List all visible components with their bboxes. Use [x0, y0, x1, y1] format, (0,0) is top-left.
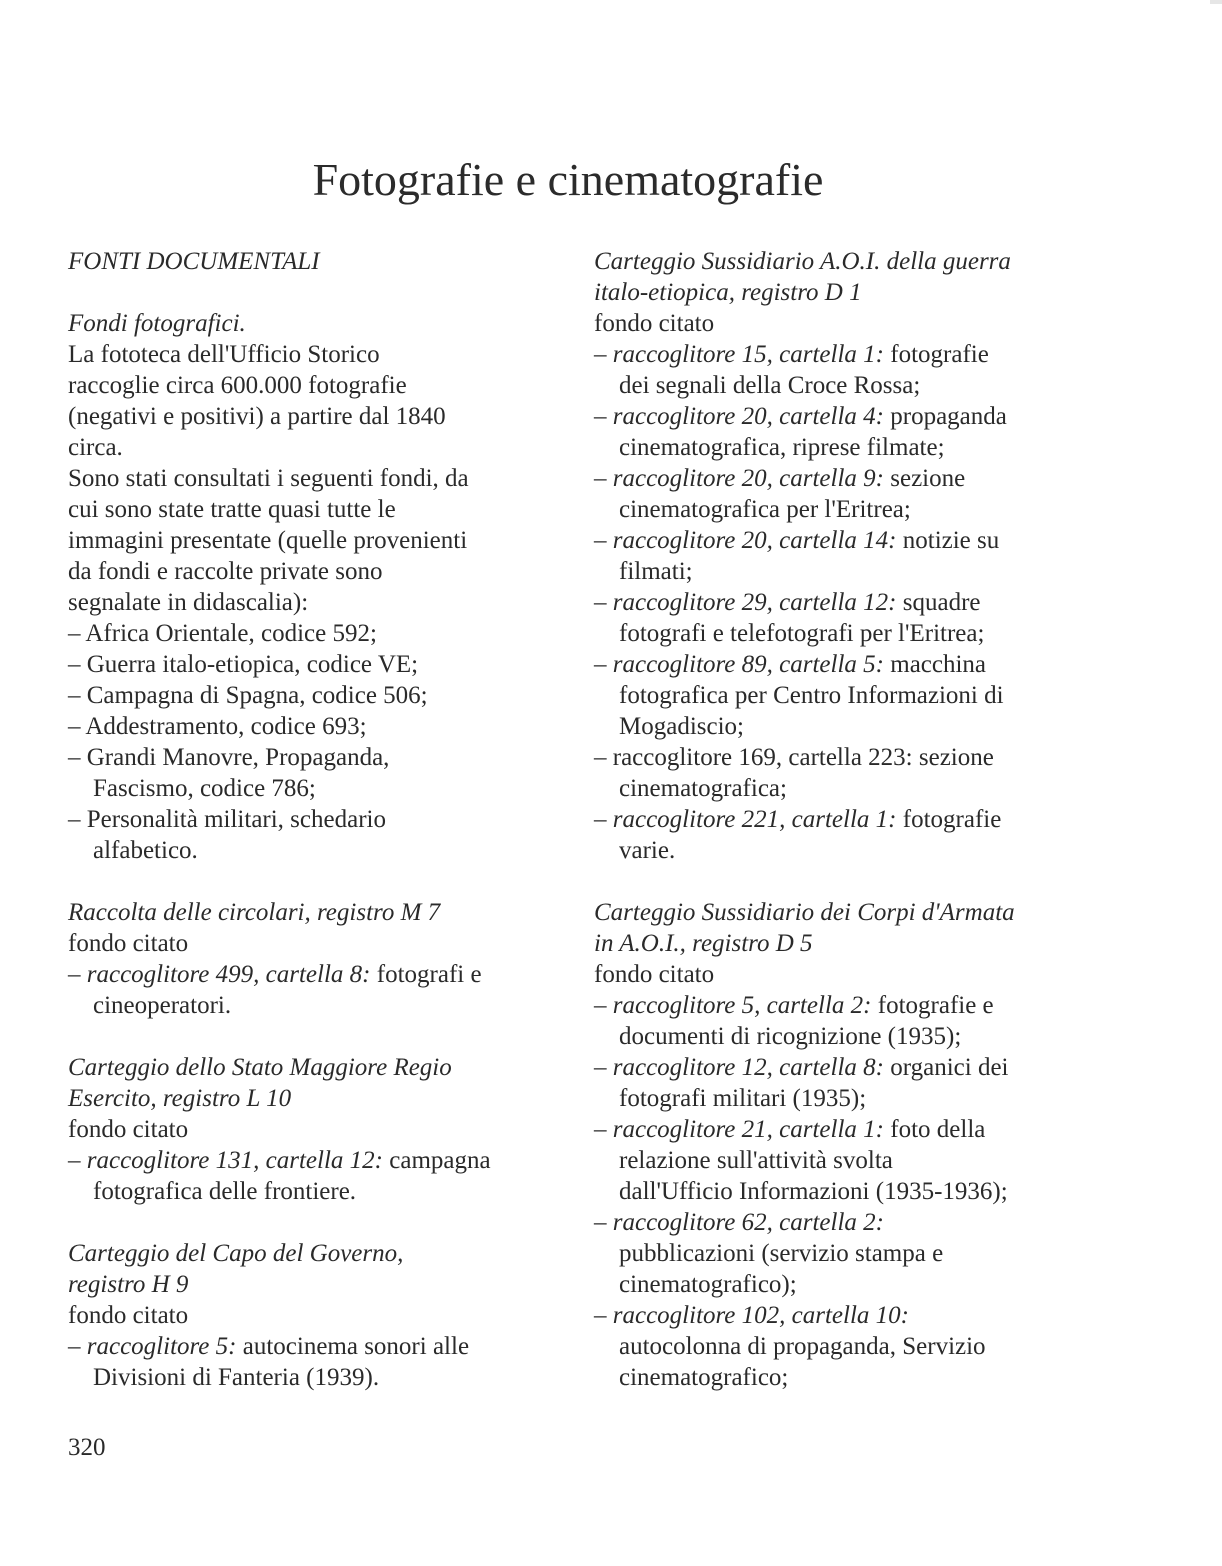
item-description: fotografi e: [370, 961, 482, 988]
list-item-continuation: cinematografica per l'Eritrea;: [619, 496, 911, 523]
item-reference: – raccoglitore 21, cartella 1:: [594, 1116, 884, 1143]
item-description: fotografie: [884, 341, 989, 368]
aoi-section: [594, 246, 1194, 866]
list-item-continuation: pubblicazioni (servizio stampa e: [619, 1240, 944, 1267]
stato-maggiore-heading: Esercito, registro L 10: [68, 1085, 292, 1112]
list-item: [68, 1145, 568, 1176]
list-item-continuation: Mogadiscio;: [619, 713, 744, 740]
item-reference: – raccoglitore 499, cartella 8:: [68, 961, 371, 988]
item-reference: – raccoglitore 5:: [68, 1333, 237, 1360]
list-item-continuation: cinematografica, riprese filmate;: [619, 434, 945, 461]
list-item-continuation: dall'Ufficio Informazioni (1935-1936);: [619, 1178, 1008, 1205]
list-item: – Guerra italo-etiopica, codice VE;: [68, 651, 419, 678]
list-item-continuation: filmati;: [619, 558, 693, 585]
item-description: fotografie e: [871, 992, 994, 1019]
list-item: [594, 1207, 1194, 1238]
list-item: [594, 804, 1194, 835]
item-reference: – raccoglitore 20, cartella 4:: [594, 403, 884, 430]
section-heading: FONTI DOCUMENTALI: [68, 248, 320, 275]
paragraph-line: da fondi e raccolte private sono: [68, 558, 383, 585]
item-description: foto della: [884, 1116, 986, 1143]
item-reference: – raccoglitore 15, cartella 1:: [594, 341, 884, 368]
list-item: – Grandi Manovre, Propaganda,: [68, 744, 390, 771]
paragraph-line: circa.: [68, 434, 123, 461]
right-column: [594, 246, 1194, 1393]
list-item: [594, 463, 1194, 494]
list-item-continuation: autocolonna di propaganda, Servizio: [619, 1333, 986, 1360]
list-item: – Africa Orientale, codice 592;: [68, 620, 377, 647]
stato-maggiore-heading: Carteggio dello Stato Maggiore Regio: [68, 1054, 452, 1081]
list-item-continuation: fotografica delle frontiere.: [93, 1178, 357, 1205]
corpi-heading: Carteggio Sussidiario dei Corpi d'Armata: [594, 899, 1015, 926]
list-item-continuation: cinematografico;: [619, 1364, 789, 1391]
fondi-heading: Fondi fotografici.: [68, 310, 246, 337]
list-item-continuation: cinematografico);: [619, 1271, 797, 1298]
item-description: campagna: [383, 1147, 491, 1174]
capo-governo-heading: Carteggio del Capo del Governo,: [68, 1240, 404, 1267]
circolari-section: [68, 897, 568, 1021]
capo-governo-section: [68, 1238, 568, 1393]
list-item: [594, 1052, 1194, 1083]
list-item: [594, 649, 1194, 680]
list-item-continuation: fotografi e telefotografi per l'Eritrea;: [619, 620, 985, 647]
item-reference: – raccoglitore 29, cartella 12:: [594, 589, 897, 616]
page-title: Fotografie e cinematografie: [312, 154, 824, 205]
stato-maggiore-section: [68, 1052, 568, 1207]
paragraph-line: raccoglie circa 600.000 fotografie: [68, 372, 407, 399]
list-item-continuation: fotografica per Centro Informazioni di: [619, 682, 1004, 709]
list-item: [68, 1331, 568, 1362]
fondo-citato: fondo citato: [594, 310, 715, 337]
fondo-citato: fondo citato: [594, 961, 715, 988]
list-item-continuation: cinematografica;: [619, 775, 787, 802]
item-reference: – raccoglitore 20, cartella 14:: [594, 527, 897, 554]
aoi-heading: Carteggio Sussidiario A.O.I. della guerra: [594, 248, 1011, 275]
list-item: [594, 587, 1194, 618]
list-item-continuation: varie.: [619, 837, 676, 864]
paragraph-line: cui sono state tratte quasi tutte le: [68, 496, 396, 523]
fondi-fotografici-section: [68, 308, 568, 866]
page-number: 320: [68, 1434, 106, 1461]
aoi-heading: italo-etiopica, registro D 1: [594, 279, 862, 306]
list-item: – Campagna di Spagna, codice 506;: [68, 682, 428, 709]
item-reference: – raccoglitore 20, cartella 9:: [594, 465, 884, 492]
list-item-continuation: cineoperatori.: [93, 992, 232, 1019]
list-item-continuation: documenti di ricognizione (1935);: [619, 1023, 962, 1050]
list-item-continuation: relazione sull'attività svolta: [619, 1147, 893, 1174]
fondo-citato: fondo citato: [68, 1116, 189, 1143]
list-item: – raccoglitore 169, cartella 223: sezione: [594, 744, 994, 771]
item-description: squadre: [896, 589, 981, 616]
paragraph-line: La fototeca dell'Ufficio Storico: [68, 341, 380, 368]
paragraph-line: immagini presentate (quelle provenienti: [68, 527, 468, 554]
item-reference: – raccoglitore 62, cartella 2:: [594, 1209, 884, 1236]
item-reference: – raccoglitore 131, cartella 12:: [68, 1147, 383, 1174]
item-reference: – raccoglitore 221, cartella 1:: [594, 806, 897, 833]
list-item: [594, 1300, 1194, 1331]
item-description: propaganda: [884, 403, 1007, 430]
capo-governo-heading: registro H 9: [68, 1271, 189, 1298]
item-description: fotografie: [896, 806, 1002, 833]
list-item: [594, 525, 1194, 556]
left-column: [68, 246, 568, 1393]
paragraph-line: (negativi e positivi) a partire dal 1840: [68, 403, 446, 430]
fondo-citato: fondo citato: [68, 930, 189, 957]
list-item: – Personalità militari, schedario: [68, 806, 386, 833]
circolari-heading: Raccolta delle circolari, registro M 7: [68, 899, 441, 926]
list-item-continuation: alfabetico.: [93, 837, 198, 864]
item-reference: – raccoglitore 102, cartella 10:: [594, 1302, 909, 1329]
paragraph-line: segnalate in didascalia):: [68, 589, 309, 616]
item-description: macchina: [884, 651, 987, 678]
paragraph-line: Sono stati consultati i seguenti fondi, da: [68, 465, 469, 492]
item-reference: – raccoglitore 89, cartella 5:: [594, 651, 884, 678]
list-item-continuation: Divisioni di Fanteria (1939).: [93, 1364, 380, 1391]
corpi-heading: in A.O.I., registro D 5: [594, 930, 813, 957]
fondo-citato: fondo citato: [68, 1302, 189, 1329]
item-description: sezione: [884, 465, 966, 492]
list-item: [594, 339, 1194, 370]
list-item: [594, 990, 1194, 1021]
item-reference: – raccoglitore 5, cartella 2:: [594, 992, 872, 1019]
list-item-continuation: dei segnali della Croce Rossa;: [619, 372, 921, 399]
list-item-continuation: fotografi militari (1935);: [619, 1085, 867, 1112]
list-item: [594, 401, 1194, 432]
corpi-armata-section: [594, 897, 1194, 1393]
list-item-continuation: Fascismo, codice 786;: [93, 775, 316, 802]
list-item: [68, 959, 568, 990]
item-description: autocinema sonori alle: [236, 1333, 470, 1360]
scan-edge-mark: [1210, 0, 1222, 4]
item-reference: – raccoglitore 12, cartella 8:: [594, 1054, 884, 1081]
item-description: notizie su: [896, 527, 1000, 554]
list-item: – Addestramento, codice 693;: [68, 713, 367, 740]
item-description: organici dei: [884, 1054, 1009, 1081]
list-item: [594, 1114, 1194, 1145]
